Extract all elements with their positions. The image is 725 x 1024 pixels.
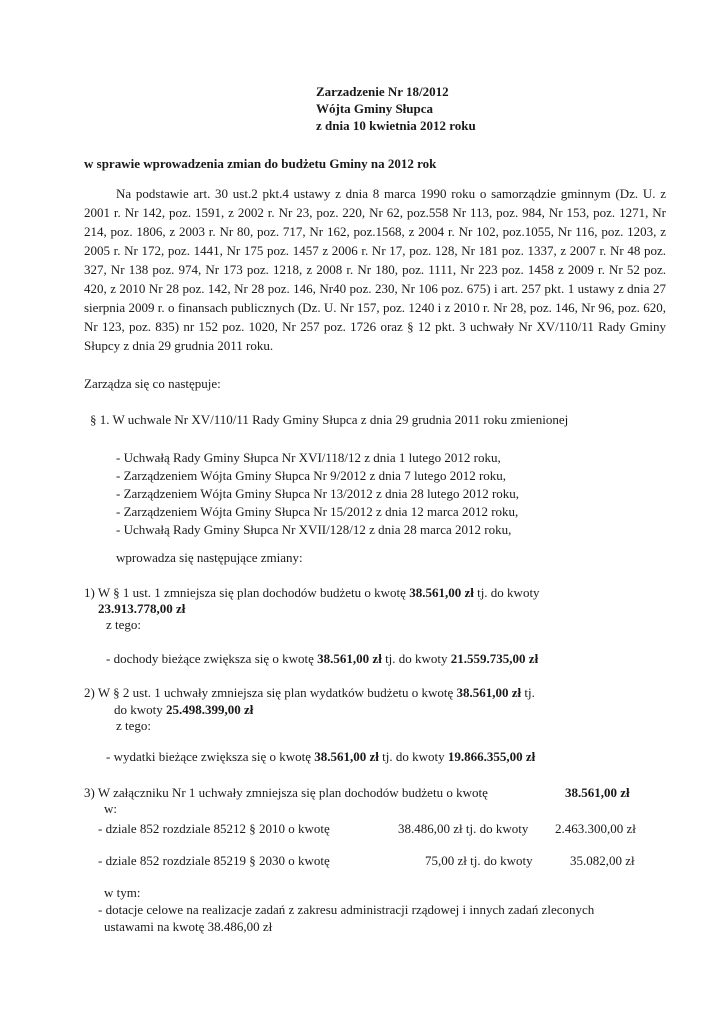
item-2-sub-total: 19.866.355,00 zł xyxy=(447,749,536,764)
legal-basis-text: Na podstawie art. 30 ust.2 pkt.4 ustawy z dnia 8 marca 1990 roku o samorządzie gminnym (Dz. U. z 2001 r. Nr 142, poz. 1591, z 2002 r. Nr 23, poz. 220, Nr 62, poz.558 Nr 113, poz. 984, Nr 153, poz. 1271, Nr 214, poz. 1806, z 2003 r. Nr 80, poz. 717, Nr 162, poz.1568, z 2004 r. Nr 102, poz.1055, Nr 116, poz. 1203, z 2005 r. Nr 172, poz. 1441, Nr 175 poz. 1457 z 2006 r. Nr 17, poz. 128, Nr 181 poz. 1337, z 2007 r. Nr 48 poz. 327, Nr 138 poz. 974, Nr 173 poz. 1218, z 2008 r. Nr 180, poz. 1111, Nr 223 poz. 1458 z 2009 r. Nr 52 poz. 420, z 2010 Nr 28 poz. 142, Nr 28 poz. 146, Nr40 poz. 230, Nr 106 poz. 675) i art. 257 pkt. 1 ustawy z dnia 27 sierpnia 2009 r. o finansach publicznych (Dz. U. Nr 157, poz. 1240 i z 2010 r. Nr 28, poz. 146, Nr 96, poz. 620, Nr 123, poz. 835) nr 152 poz. 1020, Nr 257 poz. 1726 oraz § 12 pkt. 3 uchwały Nr XV/110/11 Rady Gminy Słupcy z dnia 29 grudnia 2011 roku. xyxy=(84,186,666,353)
item-3-row-text: - dziale 852 rozdziale 85212 § 2010 o kwotę xyxy=(98,821,330,836)
item-1-total: 23.913.778,00 zł xyxy=(98,601,186,616)
item-2-text: 2) W § 2 ust. 1 uchwały zmniejsza się plan wydatków budżetu o kwotę xyxy=(84,685,454,700)
item-1-of-which: z tego: xyxy=(106,617,142,632)
legal-basis-paragraph xyxy=(84,184,666,355)
item-2-text-b: tj. xyxy=(524,685,535,700)
item-2-sub-amount: 38.561,00 zł xyxy=(314,749,379,764)
document-subject: w sprawie wprowadzenia zmian do budżetu Gminy na 2012 rok xyxy=(84,156,437,171)
item-3-row-total: 2.463.300,00 zł xyxy=(555,821,636,836)
item-2-sub-line xyxy=(106,747,535,767)
item-2-sub-text-b: tj. do kwoty xyxy=(382,749,445,764)
changes-intro: wprowadza się następujące zmiany: xyxy=(116,550,303,565)
amendment-item: - Zarządzeniem Wójta Gminy Słupca Nr 13/2012 z dnia 28 lutego 2012 roku, xyxy=(116,486,520,501)
item-3-row-text: - dziale 852 rozdziale 85219 § 2030 o kwotę xyxy=(98,853,330,868)
item-3-including: w tym: xyxy=(104,885,141,900)
item-3-in: w: xyxy=(104,801,117,816)
item-2-sub-text: - wydatki bieżące zwiększa się o kwotę xyxy=(106,749,312,764)
ordinance-date: z dnia 10 kwietnia 2012 roku xyxy=(316,118,476,133)
item-2-amount: 38.561,00 zł xyxy=(456,685,522,700)
amendment-item: - Zarządzeniem Wójta Gminy Słupca Nr 9/2012 z dnia 7 lutego 2012 roku, xyxy=(116,468,507,483)
item-2-of-which: z tego: xyxy=(116,718,152,733)
item-1-sub-text-b: tj. do kwoty xyxy=(385,651,448,666)
item-2-total: 25.498.399,00 zł xyxy=(166,702,254,717)
item-2-text-c: do kwoty xyxy=(114,702,163,717)
item-3-row-amount: 38.486,00 zł tj. do kwoty xyxy=(398,821,529,836)
issuer: Wójta Gminy Słupca xyxy=(316,101,434,116)
item-3-amount: 38.561,00 zł xyxy=(565,785,630,800)
item-3-row-total: 35.082,00 zł xyxy=(570,853,635,868)
section-1: § 1. W uchwale Nr XV/110/11 Rady Gminy Słupca z dnia 29 grudnia 2011 roku zmienionej xyxy=(90,412,569,427)
amendment-item: - Uchwałą Rady Gminy Słupca Nr XVI/118/12 z dnia 1 lutego 2012 roku, xyxy=(116,450,501,465)
item-1-text: 1) W § 1 ust. 1 zmniejsza się plan dochodów budżetu o kwotę xyxy=(84,585,406,600)
item-3-row-amount: 75,00 zł tj. do kwoty xyxy=(425,853,533,868)
item-3-grant-line: - dotacje celowe na realizacje zadań z zakresu administracji rządowej i innych zadań zleconych xyxy=(98,902,595,917)
item-1-sub-text: - dochody bieżące zwiększa się o kwotę xyxy=(106,651,314,666)
orders-line: Zarządza się co następuje: xyxy=(84,376,221,391)
amendment-item: - Uchwałą Rady Gminy Słupca Nr XVII/128/12 z dnia 28 marca 2012 roku, xyxy=(116,522,512,537)
item-3-line xyxy=(84,783,488,803)
item-1-text-b: tj. do kwoty xyxy=(477,585,540,600)
amendment-item: - Zarządzeniem Wójta Gminy Słupca Nr 15/2012 z dnia 12 marca 2012 roku, xyxy=(116,504,519,519)
item-1-sub-amount: 38.561,00 zł xyxy=(317,651,382,666)
item-1-sub-total: 21.559.735,00 zł xyxy=(450,651,539,666)
item-3-text: 3) W załączniku Nr 1 uchwały zmniejsza się plan dochodów budżetu o kwotę xyxy=(84,785,488,800)
item-3-grant-line: ustawami na kwotę 38.486,00 zł xyxy=(104,919,273,934)
ordinance-number: Zarzadzenie Nr 18/2012 xyxy=(316,84,449,99)
item-1-amount: 38.561,00 zł xyxy=(409,585,474,600)
item-1-sub-line xyxy=(106,649,538,669)
